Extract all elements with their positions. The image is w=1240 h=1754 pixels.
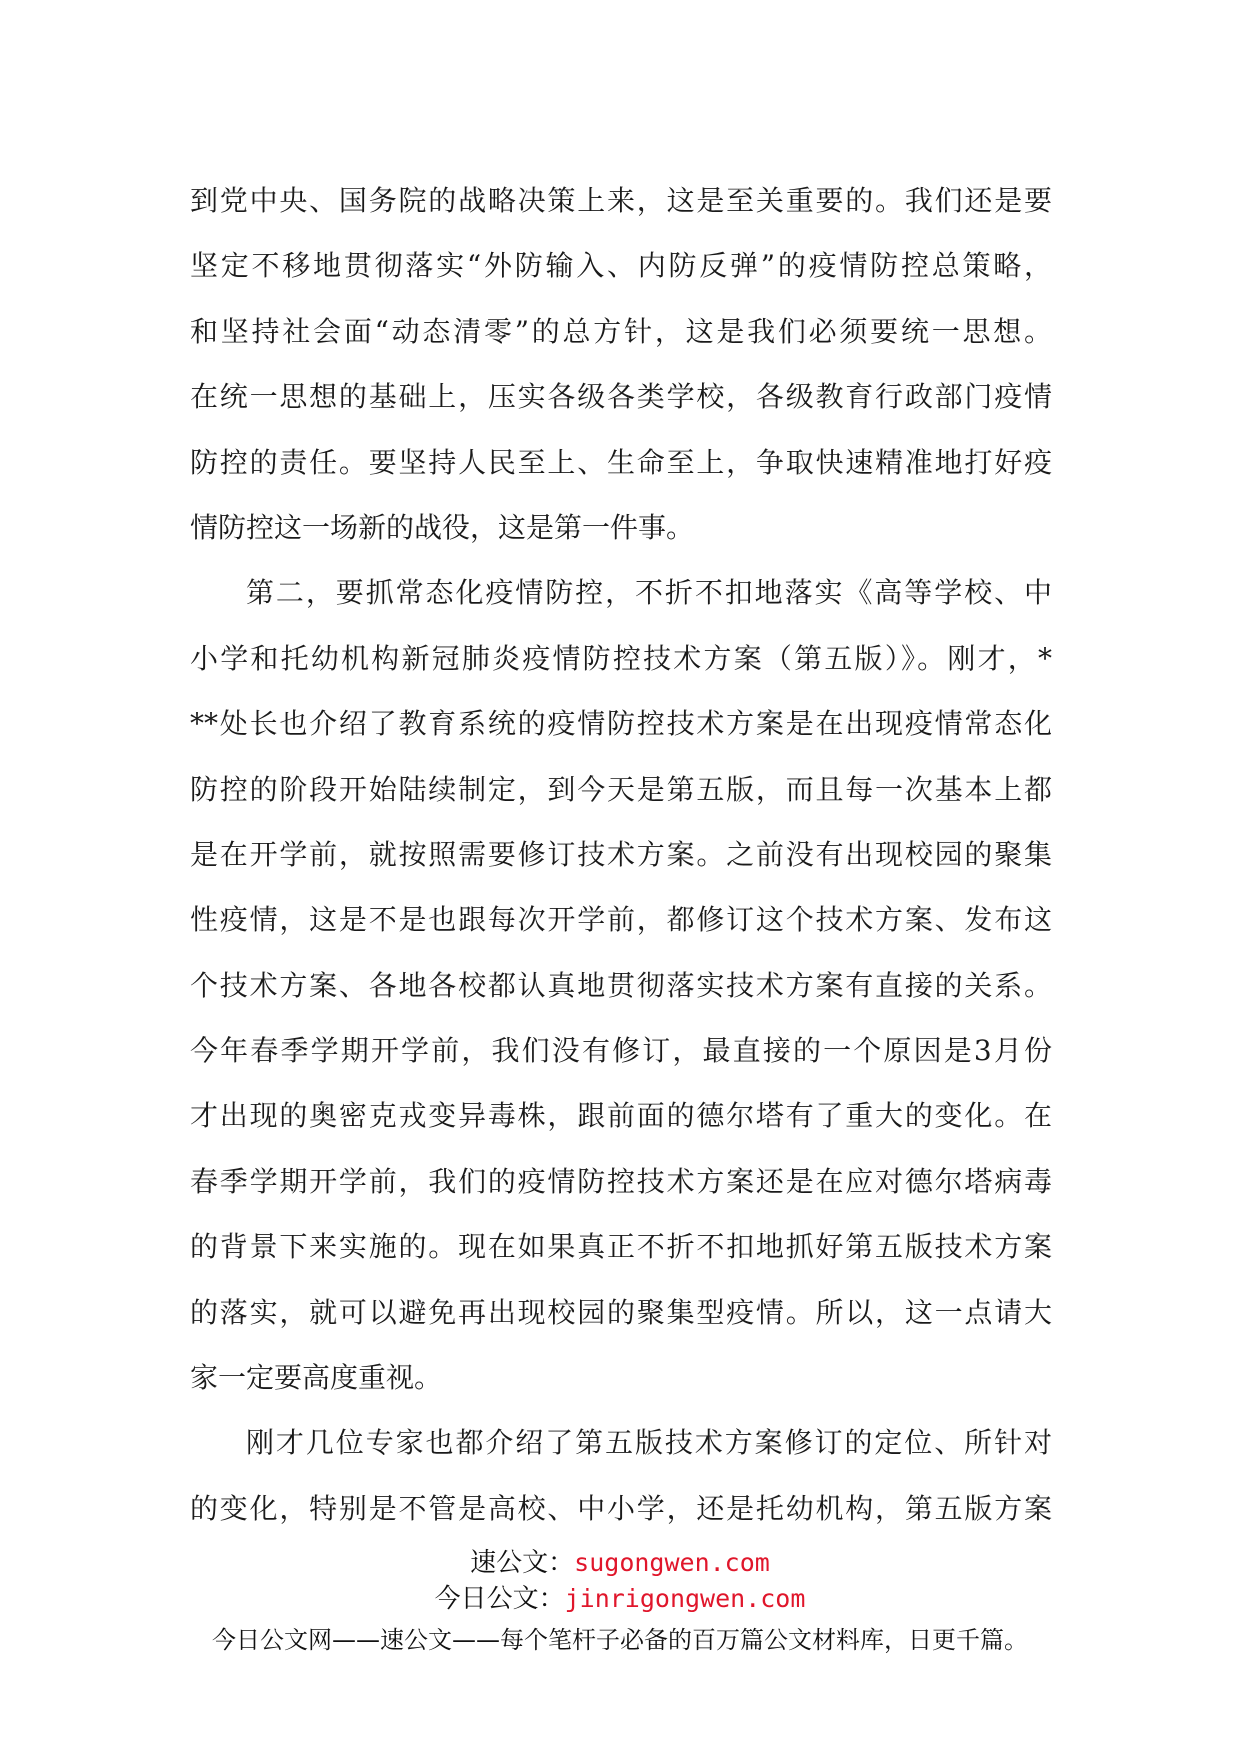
text-line: **处长也介绍了教育系统的疫情防控技术方案是在出现疫情常态化 — [190, 707, 1052, 741]
text-line: 防控的责任。要坚持人民至上、生命至上，争取快速精准地打好疫 — [190, 445, 1052, 479]
text-line: 刚才几位专家也都介绍了第五版技术方案修订的定位、所针对 — [246, 1426, 1052, 1460]
text-line: 到党中央、国务院的战略决策上来，这是至关重要的。我们还是要 — [190, 184, 1052, 217]
text-line: 性疫情，这是不是也跟每次开学前，都修订这个技术方案、发布这 — [190, 903, 1052, 937]
text-line: 的变化，特别是不管是高校、中小学，还是托幼机构，第五版方案 — [190, 1491, 1052, 1525]
paragraph-2 — [190, 560, 1052, 1410]
document-body — [190, 168, 1052, 1541]
footer-site-1 — [0, 1545, 1240, 1581]
text-line: 坚定不移地贯彻落实“外防输入、内防反弹”的疫情防控总策略， — [190, 249, 1052, 283]
paragraph-3 — [190, 1410, 1052, 1541]
text-line: 才出现的奥密克戎变异毒株，跟前面的德尔塔有了重大的变化。在 — [190, 1099, 1052, 1133]
footer-site-2-label: 今日公文： — [434, 1584, 565, 1614]
text-line: 今年春季学期开学前，我们没有修订，最直接的一个原因是3月份 — [190, 1034, 1052, 1068]
text-line: 的背景下来实施的。现在如果真正不折不扣地抓好第五版技术方案 — [190, 1230, 1052, 1264]
text-line: 春季学期开学前，我们的疫情防控技术方案还是在应对德尔塔病毒 — [190, 1164, 1052, 1198]
footer-site-2-link[interactable]: jinrigongwen.com — [564, 1584, 806, 1613]
footer-site-1-link[interactable]: sugongwen.com — [574, 1548, 770, 1577]
footer — [0, 1545, 1240, 1657]
text-line: 防控的阶段开始陆续制定，到今天是第五版，而且每一次基本上都 — [190, 772, 1052, 806]
text-line: 的落实，就可以避免再出现校园的聚集型疫情。所以，这一点请大 — [190, 1295, 1052, 1329]
text-line: 家一定要高度重视。 — [190, 1361, 443, 1395]
footer-slogan: 今日公文网——速公文——每个笔杆子必备的百万篇公文材料库，日更千篇。 — [212, 1626, 1028, 1654]
text-line: 和坚持社会面“动态清零”的总方针，这是我们必须要统一思想。 — [190, 314, 1052, 348]
text-line: 情防控这一场新的战役，这是第一件事。 — [190, 510, 695, 544]
footer-site-2 — [0, 1581, 1240, 1617]
paragraph-1 — [190, 168, 1052, 560]
footer-site-1-label: 速公文： — [470, 1548, 575, 1578]
text-line: 个技术方案、各地各校都认真地贯彻落实技术方案有直接的关系。 — [190, 968, 1052, 1002]
text-line: 是在开学前，就按照需要修订技术方案。之前没有出现校园的聚集 — [190, 837, 1052, 871]
text-line: 第二，要抓常态化疫情防控，不折不扣地落实《高等学校、中 — [246, 576, 1052, 610]
text-line: 小学和托幼机构新冠肺炎疫情防控技术方案（第五版）》。刚才，* — [190, 641, 1052, 675]
text-line: 在统一思想的基础上，压实各级各类学校，各级教育行政部门疫情 — [190, 380, 1052, 414]
